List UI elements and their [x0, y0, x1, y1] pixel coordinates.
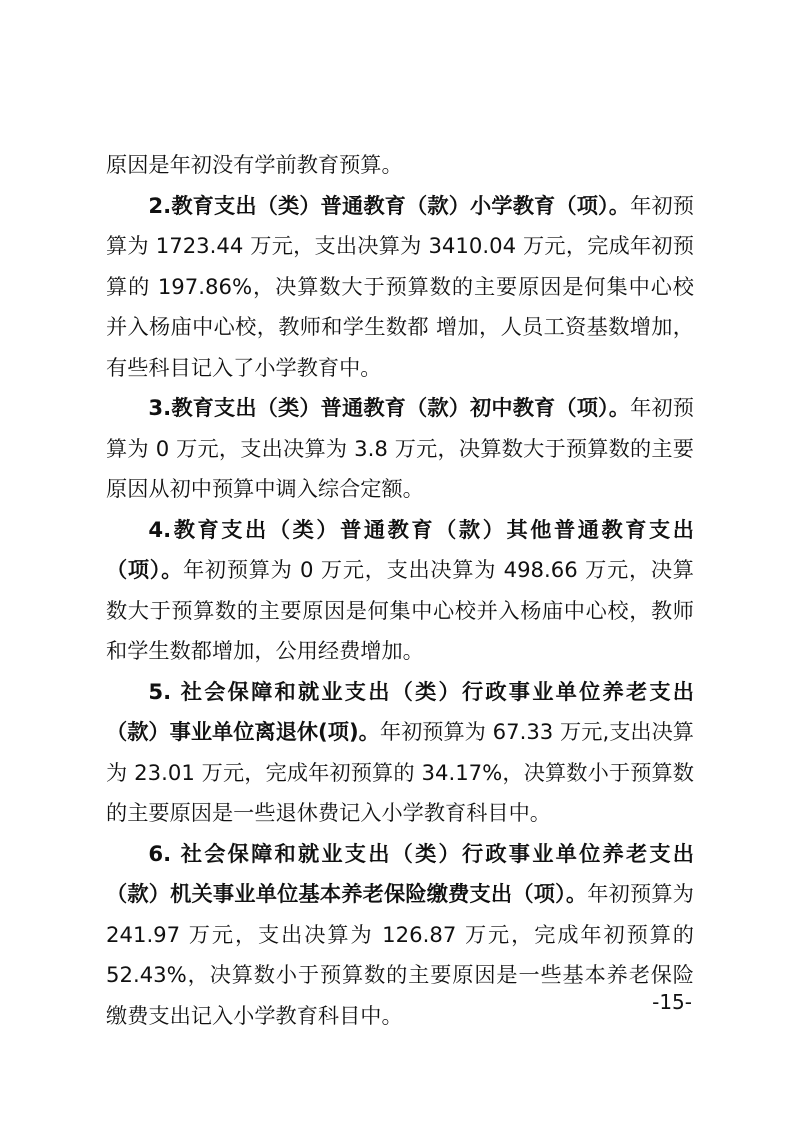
paragraph-3-text: 年初预算为 0 万元，支出决算为 3.8 万元，决算数大于预算数的主要原因从初中预算中调入综合定额。 — [106, 395, 694, 501]
paragraph-4-text: 年初预算为 0 万元，支出决算为 498.66 万元，决算数大于预算数的主要原因是何集中心校并入杨庙中心校，教师和学生数都增加，公用经费增加。 — [106, 557, 694, 663]
paragraph-2-text: 年初预算为 1723.44 万元，支出决算为 3410.04 万元，完成年初预算的 197.86%，决算数大于预算数的主要原因是何集中心校并入杨庙中心校，教师和学生数都 增加，人员工资基数增加，有些科目记入了小学教育中。 — [106, 192, 694, 380]
body-text — [106, 145, 694, 1036]
paragraph-5-text: 年初预算为 67.33 万元,支出决算为 23.01 万元，完成年初预算的 34.17%，决算数小于预算数的主要原因是一些退休费记入小学教育科目中。 — [106, 719, 694, 825]
paragraph-3 — [106, 388, 694, 510]
paragraph-5-heading: 5. 社会保障和就业支出（类）行政事业单位养老支出（款）事业单位离退休(项)。 — [106, 678, 694, 744]
paragraph-6-text: 年初预算为 241.97 万元，支出决算为 126.87 万元，完成年初预算的 52.43%，决算数小于预算数的主要原因是一些基本养老保险缴费支出记入小学教育科目中。 — [106, 881, 694, 1028]
paragraph-5 — [106, 672, 694, 834]
paragraph-3-heading: 3.教育支出（类）普通教育（款）初中教育（项）。 — [148, 395, 631, 420]
paragraph-4 — [106, 510, 694, 672]
paragraph-4-heading: 4.教育支出（类）普通教育（款）其他普通教育支出（项）。 — [106, 516, 694, 582]
page-number: -15- — [652, 990, 692, 1014]
paragraph-2-heading: 2.教育支出（类）普通教育（款）小学教育（项）。 — [148, 192, 631, 218]
paragraph-2 — [106, 186, 694, 389]
paragraph-1 — [106, 145, 694, 186]
paragraph-6 — [106, 834, 694, 1037]
paragraph-1-text: 原因是年初没有学前教育预算。 — [106, 152, 403, 177]
paragraph-6-heading: 6. 社会保障和就业支出（类）行政事业单位养老支出（款）机关事业单位基本养老保险缴费支出（项）。 — [106, 840, 694, 906]
